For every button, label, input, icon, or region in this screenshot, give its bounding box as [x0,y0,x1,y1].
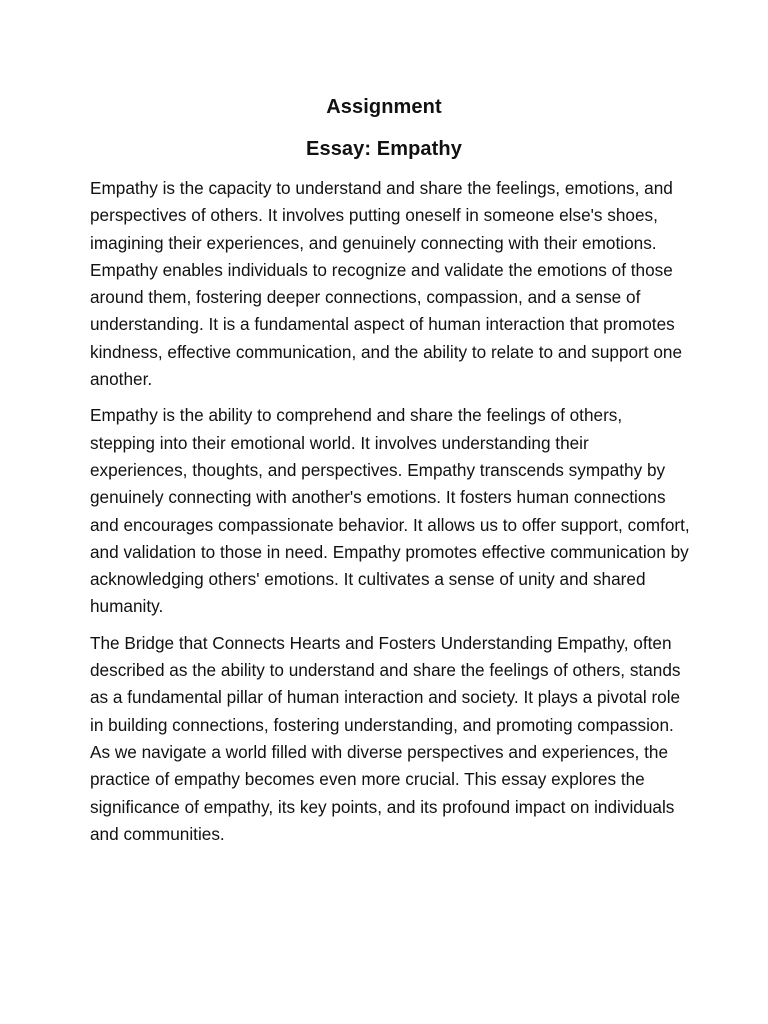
paragraph-2: Empathy is the ability to comprehend and share the feelings of others, stepping into their emotional world. It involves understanding their experiences, thoughts, and perspectives. Empathy transcends sympathy by genuinely connecting with another's emotions. It fosters human connections and encourages compassionate behavior. It allows us to offer support, comfort, and validation to those in need. Empathy promotes effective communication by acknowledging others' emotions. It cultivates a sense of unity and shared humanity. [90,405,690,617]
essay-title: Essay: Empathy [306,138,462,160]
document-title: Assignment [326,96,442,118]
paragraph-1: Empathy is the capacity to understand and share the feelings, emotions, and perspectives of others. It involves putting oneself in someone else's shoes, imagining their experiences, and genuinely connecting with their emotions. Empathy enables individuals to recognize and validate the emotions of those around them, fostering deeper connections, compassion, and a sense of understanding. It is a fundamental aspect of human interaction that promotes kindness, effective communication, and the ability to relate to and support one another. [90,178,683,390]
essay-body [90,175,690,857]
paragraph-3: The Bridge that Connects Hearts and Fosters Understanding Empathy, often described as the ability to understand and share the feelings of others, stands as a fundamental pillar of human interaction and society. It plays a pivotal role in building connections, fostering understanding, and promoting compassion. As we navigate a world filled with diverse perspectives and experiences, the practice of empathy becomes even more crucial. This essay explores the significance of empathy, its key points, and its profound impact on individuals and communities. [90,632,681,844]
